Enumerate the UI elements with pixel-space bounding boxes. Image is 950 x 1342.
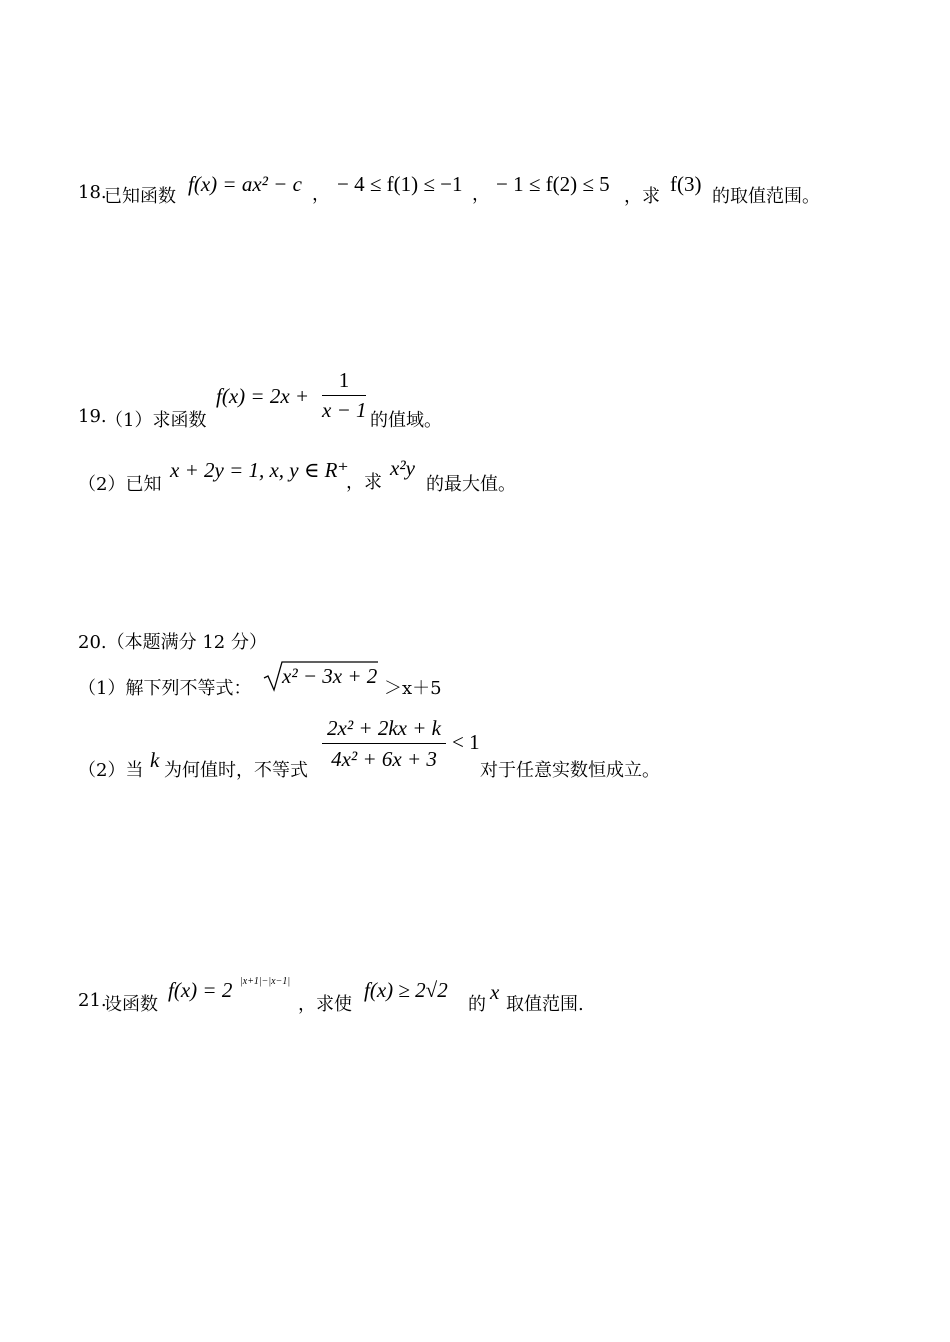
q21-function-lhs: f(x) = 2	[168, 978, 233, 1002]
q19-part1-frac-denominator: x − 1	[322, 398, 367, 422]
q20-part2-numerator: 2x² + 2kx + k	[327, 716, 441, 740]
q20-part2-mid: 为何值时，不等式	[164, 760, 308, 781]
q19-part2-mid: ，求	[346, 472, 382, 493]
q18-prefix: 已知函数	[104, 186, 176, 207]
q21-of: 的	[468, 994, 486, 1015]
q18-condition-1: − 4 ≤ f(1) ≤ −1	[337, 172, 463, 196]
q20-part2-label: （2）当	[78, 760, 144, 781]
q19-part1-suffix: 的值域。	[370, 410, 442, 431]
q20-part2-fraction	[322, 714, 446, 776]
q19-part2-label: （2）已知	[78, 474, 162, 495]
q19-part2-suffix: 的最大值。	[426, 474, 516, 495]
q21-mid: ，求使	[298, 994, 352, 1015]
q19-part2-expression: x²y	[390, 456, 415, 480]
q21-function-exponent: |x+1|−|x−1|	[240, 976, 291, 987]
q21-prefix: 设函数	[104, 994, 158, 1015]
q19-part1-fraction-bar	[322, 395, 366, 396]
q19-part1-function: f(x) = 2x +	[216, 384, 310, 408]
q20-part2-variable-k: k	[150, 748, 160, 772]
q20-part2-denominator: 4x² + 6x + 3	[331, 747, 437, 771]
q20-part1-rhs: ＞x＋5	[384, 678, 442, 699]
q20-part1-radicand: x² − 3x + 2	[282, 664, 378, 688]
q21-number: 21.	[78, 990, 107, 1011]
q20-title: 20.（本题满分 12 分）	[78, 632, 267, 653]
q19-number: 19.	[78, 406, 107, 427]
q20-part1-label: （1）解下列不等式：	[78, 678, 252, 699]
q18-condition-2: − 1 ≤ f(2) ≤ 5	[496, 172, 610, 196]
q20-part2-suffix: 对于任意实数恒成立。	[480, 760, 660, 781]
q19-part1-fraction	[322, 368, 366, 424]
q18-target: f(3)	[670, 172, 702, 196]
q19-part1-frac-numerator: 1	[338, 368, 350, 392]
q19-part1-label: （1）求函数	[105, 410, 207, 431]
q21-inequality: f(x) ≥ 2√2	[364, 978, 448, 1002]
q19-part2-condition: x + 2y = 1, x, y ∈ R⁺	[170, 458, 349, 482]
q18-number: 18.	[78, 182, 107, 203]
q21-variable-x: x	[490, 980, 500, 1004]
q20-part2-relation: < 1	[452, 730, 480, 754]
q18-suffix: 的取值范围。	[712, 186, 820, 207]
q18-function: f(x) = ax² − c	[188, 172, 302, 196]
q21-suffix: 取值范围.	[506, 994, 584, 1015]
q20-part2-fraction-bar	[322, 743, 446, 744]
q18-separator-3: ，求	[624, 186, 660, 207]
q18-separator-2: ，	[472, 184, 490, 205]
q18-separator-1: ，	[312, 184, 330, 205]
